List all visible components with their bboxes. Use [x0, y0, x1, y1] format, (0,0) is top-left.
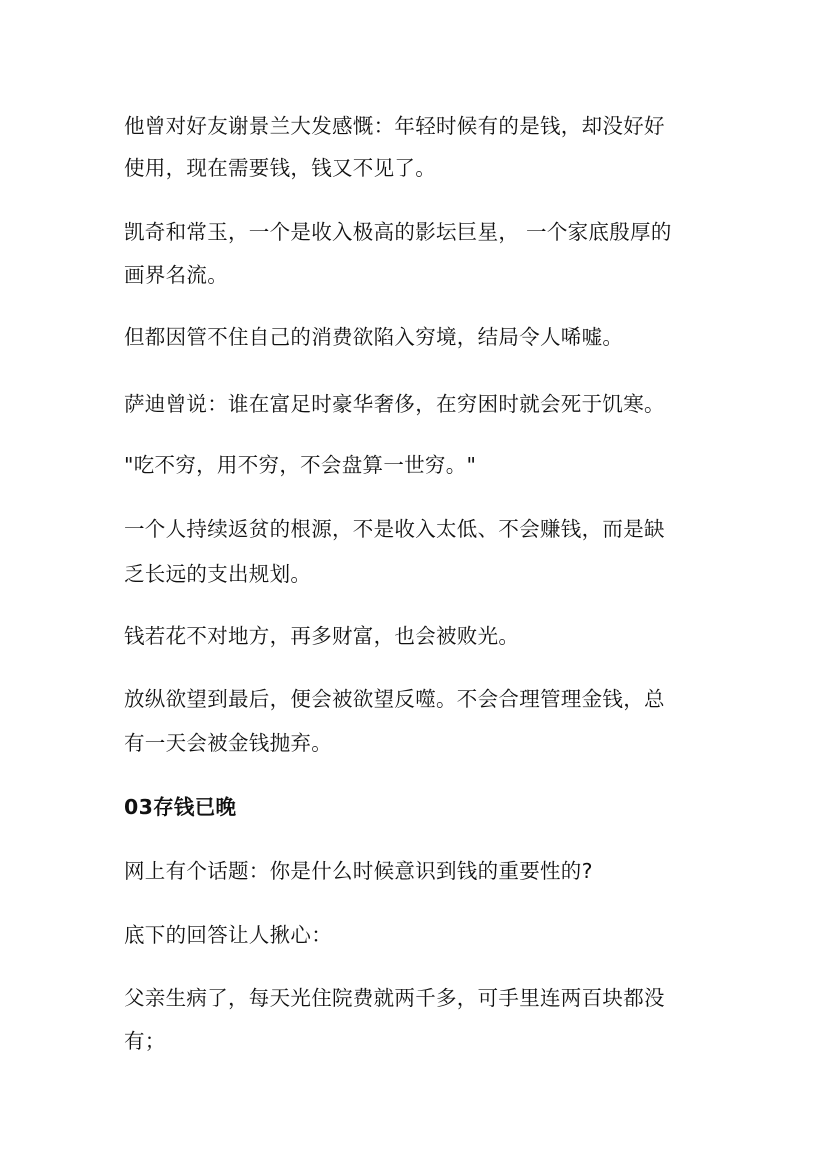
- paragraph-12-line-2: 有；: [124, 1029, 166, 1053]
- paragraph-6-line-1: 一个人持续返贫的根源，不是收入太低、不会赚钱，而是缺: [124, 517, 665, 541]
- paragraph-10-line-1: 网上有个话题：你是什么时候意识到钱的重要性的?: [124, 859, 593, 883]
- paragraph-6-line-2: 乏长远的支出规划。: [124, 562, 312, 586]
- paragraph-11-line-1: 底下的回答让人揪心：: [124, 923, 332, 947]
- paragraph-7-line-1: 钱若花不对地方，再多财富，也会被败光。: [124, 624, 520, 648]
- paragraph-3-line-1: 但都因管不住自己的消费欲陷入穷境，结局令人唏嘘。: [124, 325, 624, 349]
- paragraph-12-line-1: 父亲生病了，每天光住院费就两千多，可手里连两百块都没: [124, 986, 665, 1010]
- quote-line: "吃不穷，用不穷，不会盘算一世穷。": [124, 453, 477, 477]
- section-heading: 03存钱已晚: [124, 795, 237, 819]
- paragraph-8-line-1: 放纵欲望到最后，便会被欲望反噬。不会合理管理金钱，总: [124, 687, 665, 711]
- paragraph-2-line-1: 凯奇和常玉，一个是收入极高的影坛巨星， 一个家底殷厚的: [124, 220, 672, 244]
- paragraph-8-line-2: 有一天会被金钱抛弃。: [124, 731, 332, 755]
- paragraph-2-line-2: 画界名流。: [124, 263, 228, 287]
- paragraph-4-line-1: 萨迪曾说：谁在富足时豪华奢侈，在穷困时就会死于饥寒。: [124, 392, 665, 416]
- paragraph-1-line-2: 使用，现在需要钱，钱又不见了。: [124, 156, 436, 180]
- paragraph-1-line-1: 他曾对好友谢景兰大发感慨：年轻时候有的是钱，却没好好: [124, 114, 665, 138]
